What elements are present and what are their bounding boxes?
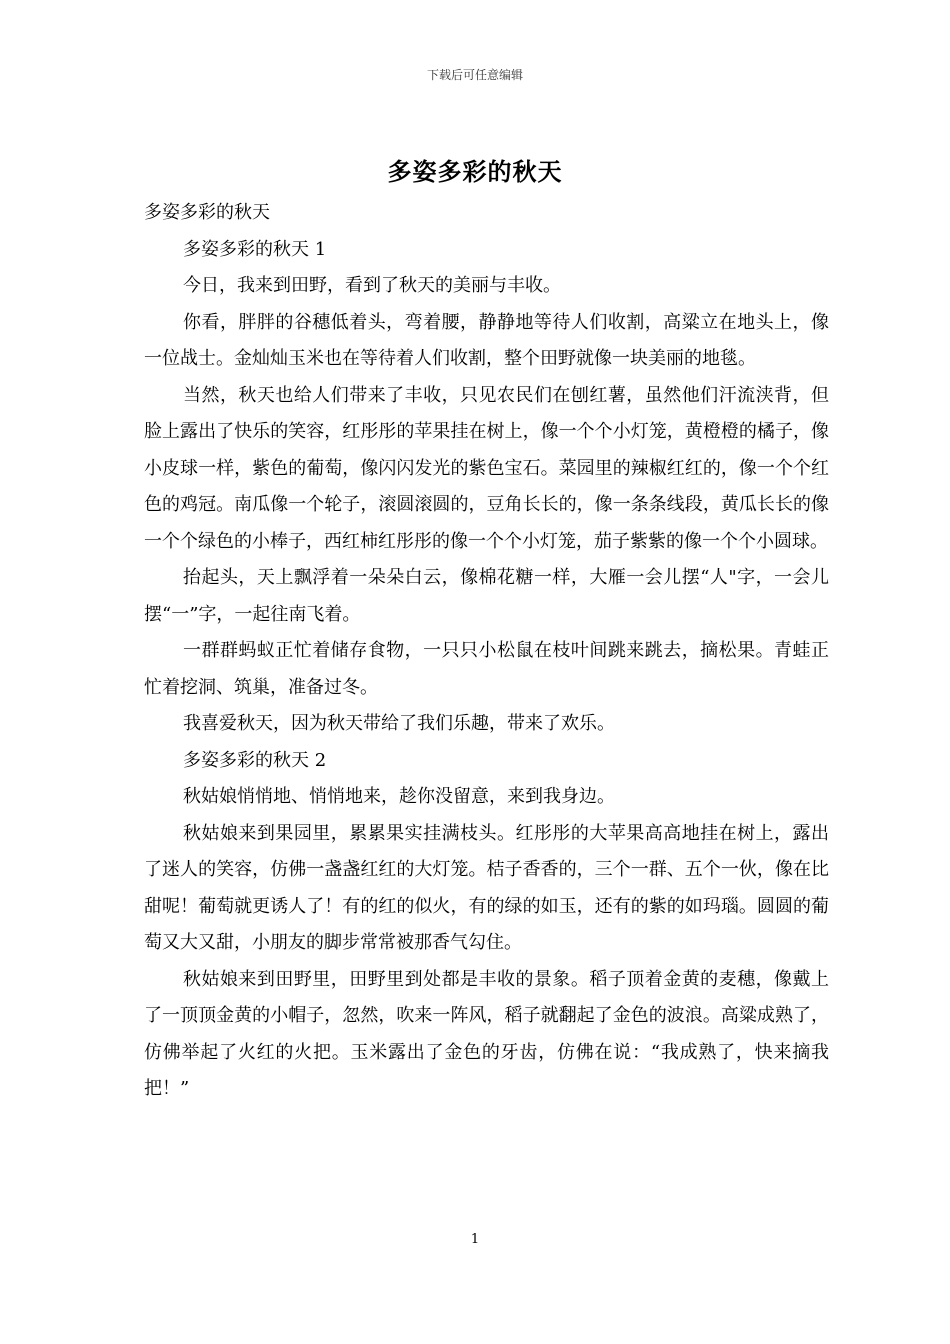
body-paragraph: 一群群蚂蚁正忙着储存食物，一只只小松鼠在枝叶间跳来跳去，摘松果。青蛙正忙着挖洞、筑巢，准备过冬。 bbox=[144, 640, 829, 698]
document-body bbox=[144, 195, 829, 1108]
body-paragraph: 多姿多彩的秋天 bbox=[144, 202, 270, 223]
body-paragraph: 多姿多彩的秋天 2 bbox=[183, 749, 327, 771]
page-header-note: 下载后可任意编辑 bbox=[426, 68, 523, 82]
body-paragraph: 多姿多彩的秋天 1 bbox=[183, 238, 327, 260]
body-paragraph: 秋姑娘悄悄地、悄悄地来，趁你没留意，来到我身边。 bbox=[183, 786, 615, 807]
body-paragraph: 今日，我来到田野，看到了秋天的美丽与丰收。 bbox=[183, 275, 561, 296]
body-paragraph: 抬起头，天上飘浮着一朵朵白云，像棉花糖一样，大雁一会儿摆“人"字，一会儿摆“一”字，一起往南飞着。 bbox=[144, 567, 829, 625]
body-paragraph: 秋姑娘来到果园里，累累果实挂满枝头。红彤彤的大苹果高高地挂在树上，露出了迷人的笑容，仿佛一盏盏红红的大灯笼。桔子香香的，三个一群、五个一伙，像在比甜呢！葡萄就更诱人了！有的红的似火，有的绿的如玉，还有的紫的如玛瑙。圆圆的葡萄又大又甜，小朋友的脚步常常被那香气勾住。 bbox=[144, 822, 829, 953]
body-paragraph: 秋姑娘来到田野里，田野里到处都是丰收的景象。稻子顶着金黄的麦穗，像戴上了一顶顶金黄的小帽子，忽然，吹来一阵风，稻子就翻起了金色的波浪。高粱成熟了，仿佛举起了火红的火把。玉米露出了金色的牙齿，仿佛在说：“我成熟了，快来摘我把！” bbox=[144, 968, 829, 1099]
body-paragraph: 当然，秋天也给人们带来了丰收，只见农民们在刨红薯，虽然他们汗流浃背，但脸上露出了快乐的笑容，红彤彤的苹果挂在树上，像一个个小灯笼，黄橙橙的橘子，像小皮球一样，紫色的葡萄，像闪闪发光的紫色宝石。菜园里的辣椒红红的，像一个个红色的鸡冠。南瓜像一个轮子，滚圆滚圆的，豆角长长的，像一条条线段，黄瓜长长的像一个个绿色的小棒子，西红柿红彤彤的像一个个小灯笼，茄子紫紫的像一个个小圆球。 bbox=[144, 384, 829, 552]
page-number: 1 bbox=[470, 1232, 480, 1247]
document-title: 多姿多彩的秋天 bbox=[387, 157, 563, 186]
body-paragraph: 我喜爱秋天，因为秋天带给了我们乐趣，带来了欢乐。 bbox=[183, 713, 615, 734]
body-paragraph: 你看，胖胖的谷穗低着头，弯着腰，静静地等待人们收割，高粱立在地头上，像一位战士。金灿灿玉米也在等待着人们收割，整个田野就像一块美丽的地毯。 bbox=[144, 311, 829, 369]
